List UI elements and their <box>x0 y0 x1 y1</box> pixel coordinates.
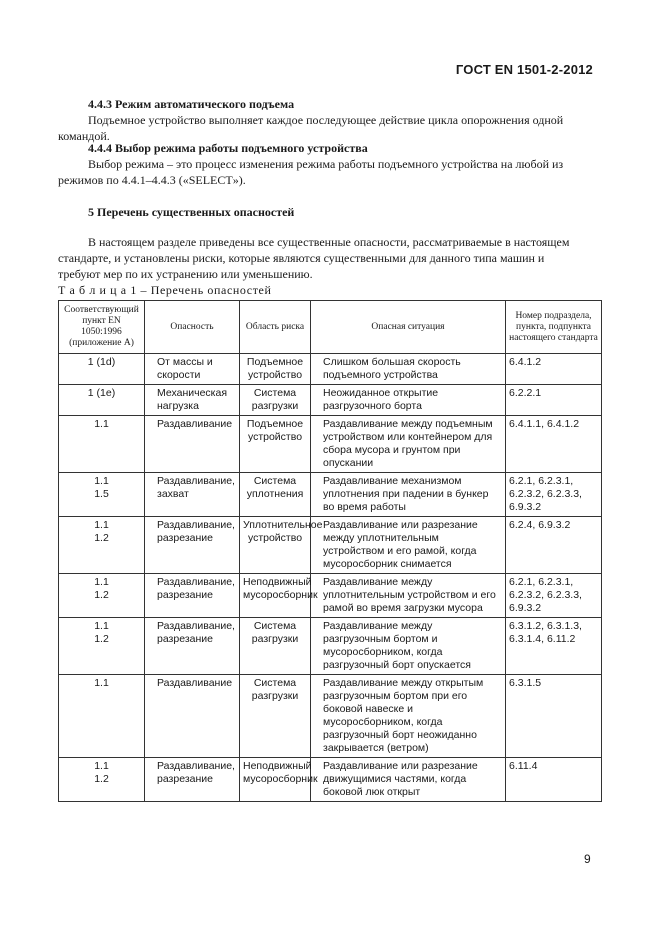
section-5-title: 5 Перечень существенных опасностей <box>88 205 295 219</box>
cell-hazard: Раздавливание, разрезание <box>145 618 240 675</box>
section-4-4-4-title: 4.4.4 Выбор режима работы подъемного устройства <box>88 141 368 155</box>
cell-risk-area: Система разгрузки <box>240 618 311 675</box>
cell-reference: 6.4.1.2 <box>506 354 602 385</box>
cell-risk-area: Неподвижный мусоросборник <box>240 758 311 802</box>
cell-reference: 6.4.1.1, 6.4.1.2 <box>506 416 602 473</box>
table-row <box>59 758 602 802</box>
cell-situation: Слишком большая скорость подъемного устройства <box>311 354 506 385</box>
cell-reference: 6.3.1.5 <box>506 675 602 758</box>
header-situation: Опасная ситуация <box>311 301 506 354</box>
cell-reference: 6.2.1, 6.2.3.1, 6.2.3.2, 6.2.3.3, 6.9.3.2 <box>506 574 602 618</box>
cell-risk-area: Система разгрузки <box>240 385 311 416</box>
table-row <box>59 574 602 618</box>
header-clause: Соответствующий пункт EN 1050:1996 (приложение А) <box>59 301 145 354</box>
table-row <box>59 618 602 675</box>
cell-situation: Раздавливание между разгрузочным бортом и мусоросборником, когда разгрузочный борт опускается <box>311 618 506 675</box>
page-number: 9 <box>584 852 591 866</box>
cell-situation: Раздавливание или разрезание между уплотнительным устройством и его рамой, когда мусоросборник снимается <box>311 517 506 574</box>
table-caption: Т а б л и ц а 1 – Перечень опасностей <box>58 283 272 297</box>
cell-reference: 6.2.1, 6.2.3.1, 6.2.3.2, 6.2.3.3, 6.9.3.2 <box>506 473 602 517</box>
hazards-table <box>58 300 602 802</box>
cell-reference: 6.2.2.1 <box>506 385 602 416</box>
cell-situation: Раздавливание механизмом уплотнения при падении в бункер во время работы <box>311 473 506 517</box>
section-5-title-block <box>58 204 588 220</box>
cell-hazard: Механическая нагрузка <box>145 385 240 416</box>
cell-clause: 1 (1d) <box>59 354 145 385</box>
cell-risk-area: Уплотнительное устройство <box>240 517 311 574</box>
table-row <box>59 385 602 416</box>
table-row <box>59 354 602 385</box>
cell-risk-area: Подъемное устройство <box>240 416 311 473</box>
section-4-4-3-text: Подъемное устройство выполняет каждое последующее действие цикла опорожнения одной командой. <box>58 113 564 143</box>
header-reference: Номер подраздела, пункта, подпункта настоящего стандарта <box>506 301 602 354</box>
cell-hazard: От массы и скорости <box>145 354 240 385</box>
section-4-4-4 <box>58 140 588 188</box>
cell-reference: 6.3.1.2, 6.3.1.3, 6.3.1.4, 6.11.2 <box>506 618 602 675</box>
section-5-body <box>58 234 588 282</box>
table-header-row <box>59 301 602 354</box>
cell-hazard: Раздавливание, разрезание <box>145 517 240 574</box>
cell-clause: 1.1 1.2 <box>59 758 145 802</box>
table-body <box>59 354 602 802</box>
header-hazard: Опасность <box>145 301 240 354</box>
cell-hazard: Раздавливание <box>145 675 240 758</box>
table-row <box>59 517 602 574</box>
cell-risk-area: Неподвижный мусоросборник <box>240 574 311 618</box>
section-5-text: В настоящем разделе приведены все существенные опасности, рассматриваемые в настоящем стандарте, и установлены риски, которые являются существенными для данного типа машин и требуют мер по их устранению или уменьшению. <box>58 235 570 281</box>
section-4-4-3 <box>58 96 588 144</box>
cell-clause: 1.1 1.2 <box>59 517 145 574</box>
cell-clause: 1.1 <box>59 416 145 473</box>
section-4-4-3-title: 4.4.3 Режим автоматического подъема <box>88 97 295 111</box>
cell-clause: 1.1 1.2 <box>59 574 145 618</box>
cell-situation: Неожиданное открытие разгрузочного борта <box>311 385 506 416</box>
cell-clause: 1.1 1.2 <box>59 618 145 675</box>
cell-clause: 1.1 <box>59 675 145 758</box>
cell-situation: Раздавливание или разрезание движущимися частями, когда боковой люк открыт <box>311 758 506 802</box>
standard-designation: ГОСТ EN 1501-2-2012 <box>455 62 593 77</box>
section-4-4-4-text: Выбор режима – это процесс изменения режима работы подъемного устройства на любой из режимов по 4.4.1–4.4.3 («SELECT»). <box>58 157 564 187</box>
cell-situation: Раздавливание между подъемным устройством или контейнером для сбора мусора и грунтом при опускании <box>311 416 506 473</box>
cell-reference: 6.2.4, 6.9.3.2 <box>506 517 602 574</box>
header-risk-area: Область риска <box>240 301 311 354</box>
cell-situation: Раздавливание между уплотнительным устройством и его рамой во время загрузки мусора <box>311 574 506 618</box>
cell-risk-area: Система уплотнения <box>240 473 311 517</box>
table-row <box>59 473 602 517</box>
table-row <box>59 416 602 473</box>
cell-risk-area: Система разгрузки <box>240 675 311 758</box>
cell-risk-area: Подъемное устройство <box>240 354 311 385</box>
cell-hazard: Раздавливание, разрезание <box>145 574 240 618</box>
cell-hazard: Раздавливание <box>145 416 240 473</box>
cell-clause: 1.1 1.5 <box>59 473 145 517</box>
cell-reference: 6.11.4 <box>506 758 602 802</box>
cell-hazard: Раздавливание, разрезание <box>145 758 240 802</box>
cell-situation: Раздавливание между открытым разгрузочным бортом при его боковой навеске и мусоросборником, когда разгрузочный борт неожиданно закрывается (ветром) <box>311 675 506 758</box>
table-row <box>59 675 602 758</box>
cell-hazard: Раздавливание, захват <box>145 473 240 517</box>
cell-clause: 1 (1e) <box>59 385 145 416</box>
